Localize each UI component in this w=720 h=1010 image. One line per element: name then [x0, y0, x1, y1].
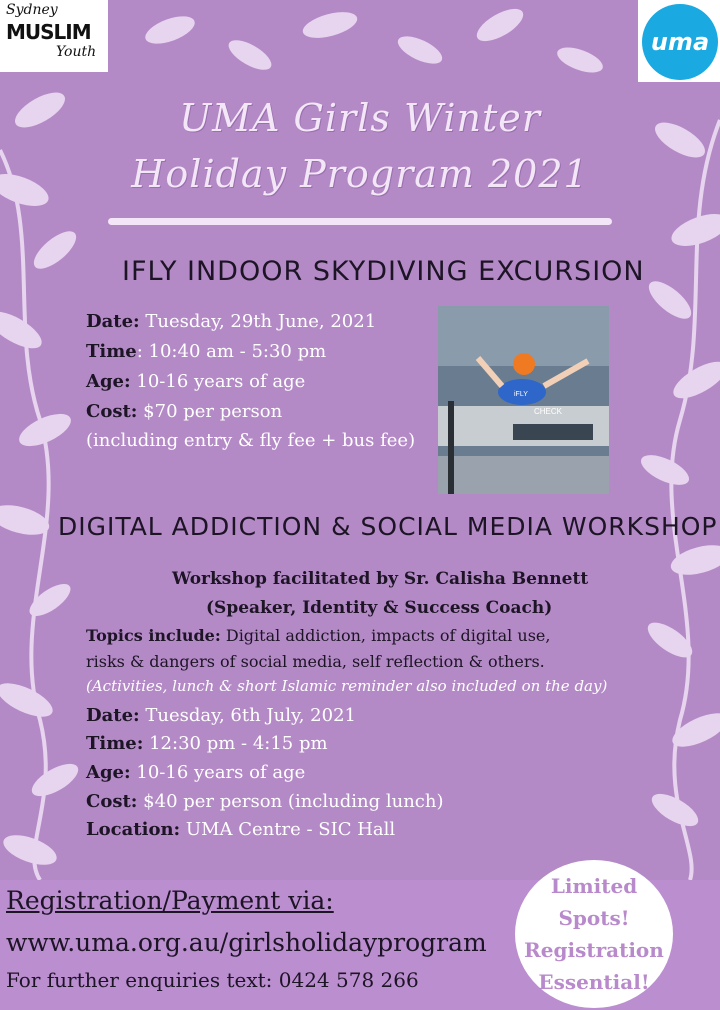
event2-date-row — [86, 705, 356, 726]
event2-facilitator-role: (Speaker, Identity & Success Coach) — [206, 598, 553, 618]
event2-age-label: Age: — [86, 762, 131, 783]
uma-logo-circle — [642, 4, 718, 80]
logo-line-3: Youth — [56, 44, 97, 60]
event2-time-value: 12:30 pm - 4:15 pm — [149, 733, 328, 754]
event2-topics-label: Topics include: — [86, 626, 221, 645]
event1-age-value: 10-16 years of age — [136, 371, 306, 392]
event2-location-row — [86, 819, 395, 840]
skydiving-photo-illustration — [438, 306, 609, 494]
event2-age-row — [86, 762, 305, 783]
badge-line-1: Limited — [550, 874, 638, 898]
event1-cost-label: Cost: — [86, 401, 138, 422]
event1-heading: IFLY INDOOR SKYDIVING EXCURSION — [122, 256, 645, 287]
event2-topics-line2: risks & dangers of social media, self reflection & others. — [86, 652, 545, 671]
event2-cost-value: $40 per person (including lunch) — [143, 791, 444, 812]
event1-age-label: Age: — [86, 371, 131, 392]
enquiries-text: For further enquiries text: 0424 578 266 — [6, 968, 419, 992]
uma-logo-text: uma — [650, 28, 710, 56]
event1-date-row — [86, 311, 376, 332]
event1-age-row — [86, 371, 305, 392]
event2-time-label: Time: — [86, 733, 144, 754]
event2-facilitator: Workshop facilitated by Sr. Calisha Bennett — [172, 569, 589, 589]
event2-cost-label: Cost: — [86, 791, 138, 812]
event2-time-row — [86, 733, 328, 754]
event2-topics-line1: Digital addiction, impacts of digital use, — [225, 626, 551, 645]
title-divider — [108, 218, 612, 225]
skydiving-photo — [438, 306, 609, 494]
event1-time-row — [86, 341, 326, 362]
event2-cost-row — [86, 791, 443, 812]
event1-time-label: Time — [86, 341, 137, 362]
registration-label: Registration/Payment via: — [6, 886, 334, 915]
title-line-2: Holiday Program 2021 — [131, 152, 589, 196]
event1-cost-value: $70 per person — [143, 401, 283, 422]
event2-age-value: 10-16 years of age — [136, 762, 306, 783]
event1-date-label: Date: — [86, 311, 140, 332]
badge-line-2: Spots! — [558, 906, 630, 930]
photo-check-sign: CHECK — [534, 407, 563, 416]
event1-cost-row — [86, 401, 282, 422]
event2-topics-row — [86, 626, 550, 645]
photo-suit-text: iFLY — [514, 391, 528, 398]
badge-line-4: Essential! — [538, 970, 650, 994]
event2-topics-note: (Activities, lunch & short Islamic reminder also included on the day) — [86, 677, 608, 695]
title-line-1: UMA Girls Winter — [179, 96, 541, 140]
event2-date-value: Tuesday, 6th July, 2021 — [145, 705, 356, 726]
logo-line-1: Sydney — [6, 2, 58, 18]
limited-spots-badge — [515, 860, 673, 1008]
registration-url[interactable]: www.uma.org.au/girlsholidayprogram — [6, 928, 487, 957]
uma-logo — [638, 0, 720, 82]
event1-cost-note: (including entry & fly fee + bus fee) — [86, 430, 416, 451]
badge-line-3: Registration — [524, 938, 664, 962]
event2-heading: DIGITAL ADDICTION & SOCIAL MEDIA WORKSHOP — [58, 512, 718, 541]
event2-location-label: Location: — [86, 819, 181, 840]
event2-location-value: UMA Centre - SIC Hall — [185, 819, 396, 840]
event2-date-label: Date: — [86, 705, 140, 726]
event1-date-value: Tuesday, 29th June, 2021 — [145, 311, 377, 332]
logo-line-2: MUSLIM — [6, 20, 91, 44]
sydney-muslim-youth-logo — [0, 0, 108, 72]
event1-time-value: : 10:40 am - 5:30 pm — [136, 341, 327, 362]
